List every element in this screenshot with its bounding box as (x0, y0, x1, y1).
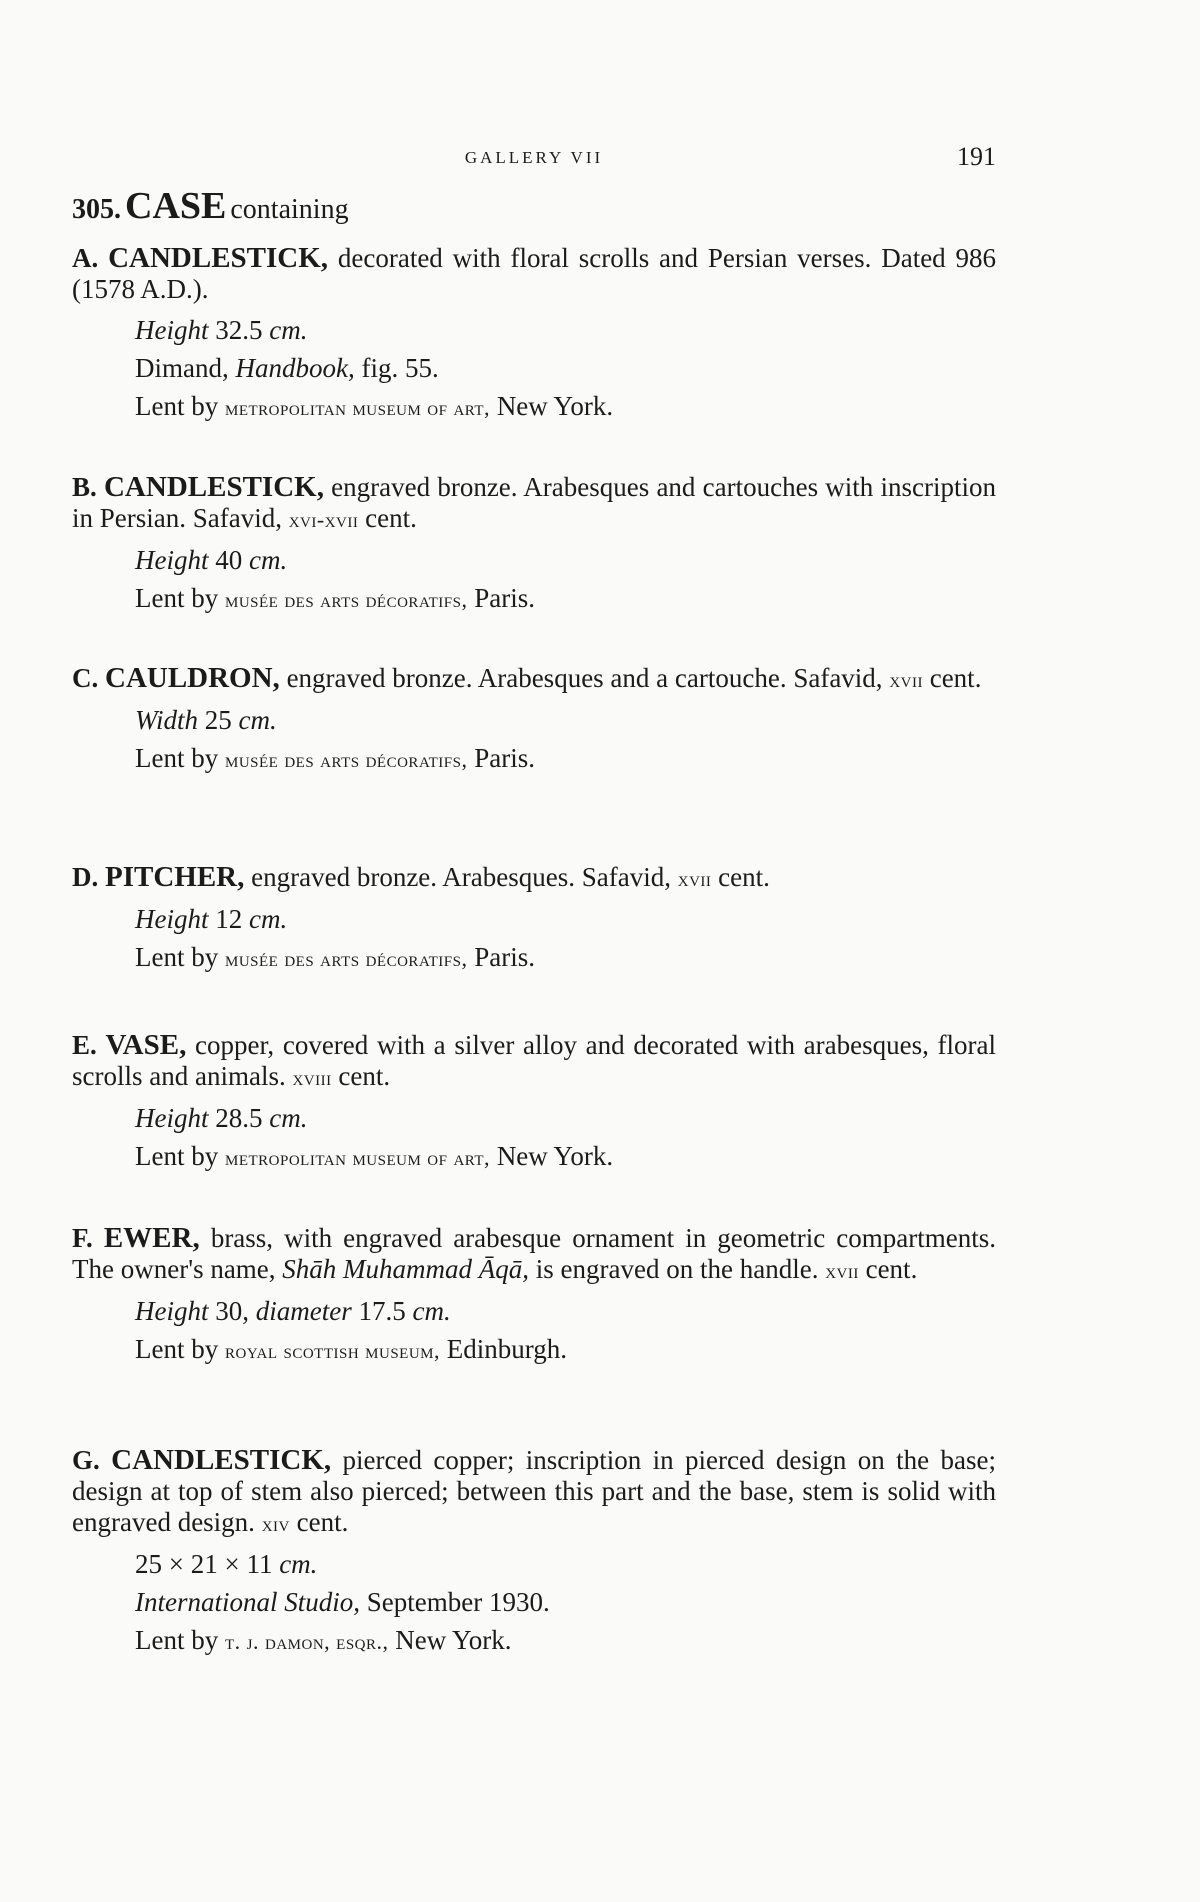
entry-letter: F. (72, 1223, 93, 1253)
gallery-heading: GALLERY VII (464, 148, 604, 167)
reference-title: International Studio, (135, 1587, 360, 1617)
dimension-value-secondary: 17.5 (358, 1296, 406, 1326)
entry-dimensions (72, 541, 996, 579)
dimension-label: Height (135, 1296, 209, 1326)
catalogue-entry-f (72, 1223, 996, 1370)
entry-letter: E. (72, 1030, 97, 1060)
entry-reference (72, 1583, 996, 1621)
entry-text-middle: is engraved on the handle. (535, 1254, 819, 1284)
entry-letter: A. (72, 243, 99, 273)
lender-place: New York. (496, 391, 614, 421)
lent-by-prefix: Lent by (135, 583, 219, 613)
dimension-value: 28.5 (215, 1103, 263, 1133)
entry-text: engraved bronze. Arabesques and a cartouche. Safavid, (286, 663, 883, 693)
lent-by-prefix: Lent by (135, 391, 219, 421)
dimension-label: Height (135, 904, 209, 934)
dimension-label: Height (135, 315, 209, 345)
entry-object-name: CANDLESTICK, (111, 1444, 332, 1476)
case-title: CASE (125, 185, 227, 227)
dimension-value: 12 (215, 904, 243, 934)
reference-detail: fig. 55. (361, 353, 439, 383)
entry-reference (72, 349, 996, 387)
lender-name: musée des arts décoratifs, (224, 587, 468, 612)
entry-description (72, 862, 996, 894)
lent-by-prefix: Lent by (135, 1625, 219, 1655)
dimension-unit: cm. (249, 904, 288, 934)
dimension-value: 30, (215, 1296, 249, 1326)
lent-by-prefix: Lent by (135, 743, 219, 773)
case-subtitle: containing (230, 194, 349, 225)
dimension-label-secondary: diameter (255, 1296, 352, 1326)
lender-name: metropolitan museum of art, (224, 395, 491, 420)
entry-lender (72, 1137, 996, 1177)
entry-text: decorated with floral scrolls and Persian verses. Dated 986 (1578 A.D.). (72, 243, 997, 304)
entry-text-end: cent. (338, 1061, 391, 1091)
entry-century: xvii (825, 1258, 859, 1283)
entry-object-name: VASE, (105, 1029, 187, 1061)
dimension-label: Height (135, 1103, 209, 1133)
dimension-label: Width (135, 705, 199, 735)
entry-object-name: CANDLESTICK, (108, 242, 329, 274)
entry-text-end: cent. (929, 663, 982, 693)
entry-century: xiv (261, 1511, 290, 1536)
dimension-value: 32.5 (215, 315, 263, 345)
lender-name: musée des arts décoratifs, (224, 946, 468, 971)
entry-description (72, 1223, 996, 1286)
entry-century: xvii (889, 667, 923, 692)
entry-text: brass, with engraved arabesque ornament in geometric compartments. The owner's name, (72, 1223, 997, 1284)
dimension-unit: cm. (238, 705, 277, 735)
dimension-unit: cm. (412, 1296, 451, 1326)
entry-lender (72, 579, 996, 619)
reference-author: Dimand, (135, 353, 229, 383)
entry-lender (72, 1621, 996, 1661)
page-number: 191 (957, 142, 996, 171)
catalogue-entry-c (72, 663, 996, 779)
dimension-value: 25 × 21 × 11 (135, 1549, 273, 1579)
entry-text-end: cent. (865, 1254, 918, 1284)
dimension-value: 25 (204, 705, 232, 735)
entry-description (72, 1445, 996, 1539)
reference-title: Handbook, (235, 353, 355, 383)
entry-dimensions (72, 1292, 996, 1330)
owner-name: Shāh Muhammad Āqā, (282, 1254, 530, 1284)
lender-name: t. j. damon, esqr., (224, 1629, 389, 1654)
dimension-unit: cm. (249, 545, 288, 575)
entry-dimensions (72, 1545, 996, 1583)
entry-text: pierced copper; inscription in pierced design on the base; design at top of stem also pierced; between this part and the base, stem is solid with engraved design. (72, 1445, 997, 1537)
case-heading (72, 180, 996, 240)
catalogue-entry-g (72, 1445, 996, 1661)
entry-object-name: EWER, (103, 1222, 200, 1254)
entry-text: copper, covered with a silver alloy and decorated with arabesques, floral scrolls and animals. (72, 1030, 996, 1091)
entry-letter: B. (72, 472, 97, 502)
lender-place: Paris. (474, 743, 535, 773)
lender-place: New York. (496, 1141, 614, 1171)
entry-dimensions (72, 1099, 996, 1137)
lender-name: royal scottish museum, (224, 1338, 441, 1363)
dimension-unit: cm. (269, 1103, 308, 1133)
reference-detail: September 1930. (366, 1587, 550, 1617)
entry-century: xvii (677, 866, 712, 891)
entry-text: engraved bronze. Arabesques and cartouches with inscription in Persian. Safavid, (72, 472, 996, 533)
case-number: 305. (72, 194, 121, 225)
entry-text-end: cent. (718, 862, 770, 892)
lent-by-prefix: Lent by (135, 1141, 219, 1171)
entry-description (72, 243, 996, 305)
entry-description (72, 1030, 996, 1093)
entry-letter: G. (72, 1445, 100, 1475)
catalogue-entry-b (72, 472, 996, 619)
running-head (72, 140, 996, 180)
entry-description (72, 472, 996, 535)
entry-letter: C. (72, 663, 99, 693)
lender-place: New York. (395, 1625, 512, 1655)
dimension-label: Height (135, 545, 209, 575)
catalogue-entry-a (72, 243, 996, 427)
entry-dimensions (72, 311, 996, 349)
lender-name: musée des arts décoratifs, (224, 747, 468, 772)
lent-by-prefix: Lent by (135, 942, 219, 972)
catalogue-entry-e (72, 1030, 996, 1177)
entry-dimensions (72, 900, 996, 938)
entry-lender (72, 1330, 996, 1370)
entry-lender (72, 387, 996, 427)
entry-description (72, 663, 996, 695)
entry-lender (72, 938, 996, 978)
lender-name: metropolitan museum of art, (224, 1145, 491, 1170)
entry-dimensions (72, 701, 996, 739)
entry-text-end: cent. (365, 503, 417, 533)
entry-object-name: CANDLESTICK, (103, 471, 324, 503)
dimension-unit: cm. (279, 1549, 318, 1579)
entry-object-name: PITCHER, (105, 861, 245, 893)
entry-letter: D. (72, 862, 99, 892)
dimension-value: 40 (215, 545, 243, 575)
dimension-unit: cm. (269, 315, 308, 345)
lent-by-prefix: Lent by (135, 1334, 219, 1364)
lender-place: Paris. (474, 942, 535, 972)
lender-place: Edinburgh. (446, 1334, 568, 1364)
entry-object-name: CAULDRON, (105, 662, 280, 694)
lender-place: Paris. (474, 583, 535, 613)
entry-century: xvi-xvii (288, 507, 359, 532)
entry-century: xviii (292, 1065, 332, 1090)
entry-text-end: cent. (296, 1507, 349, 1537)
catalogue-entry-d (72, 862, 996, 978)
entry-text: engraved bronze. Arabesques. Safavid, (251, 862, 671, 892)
entry-lender (72, 739, 996, 779)
